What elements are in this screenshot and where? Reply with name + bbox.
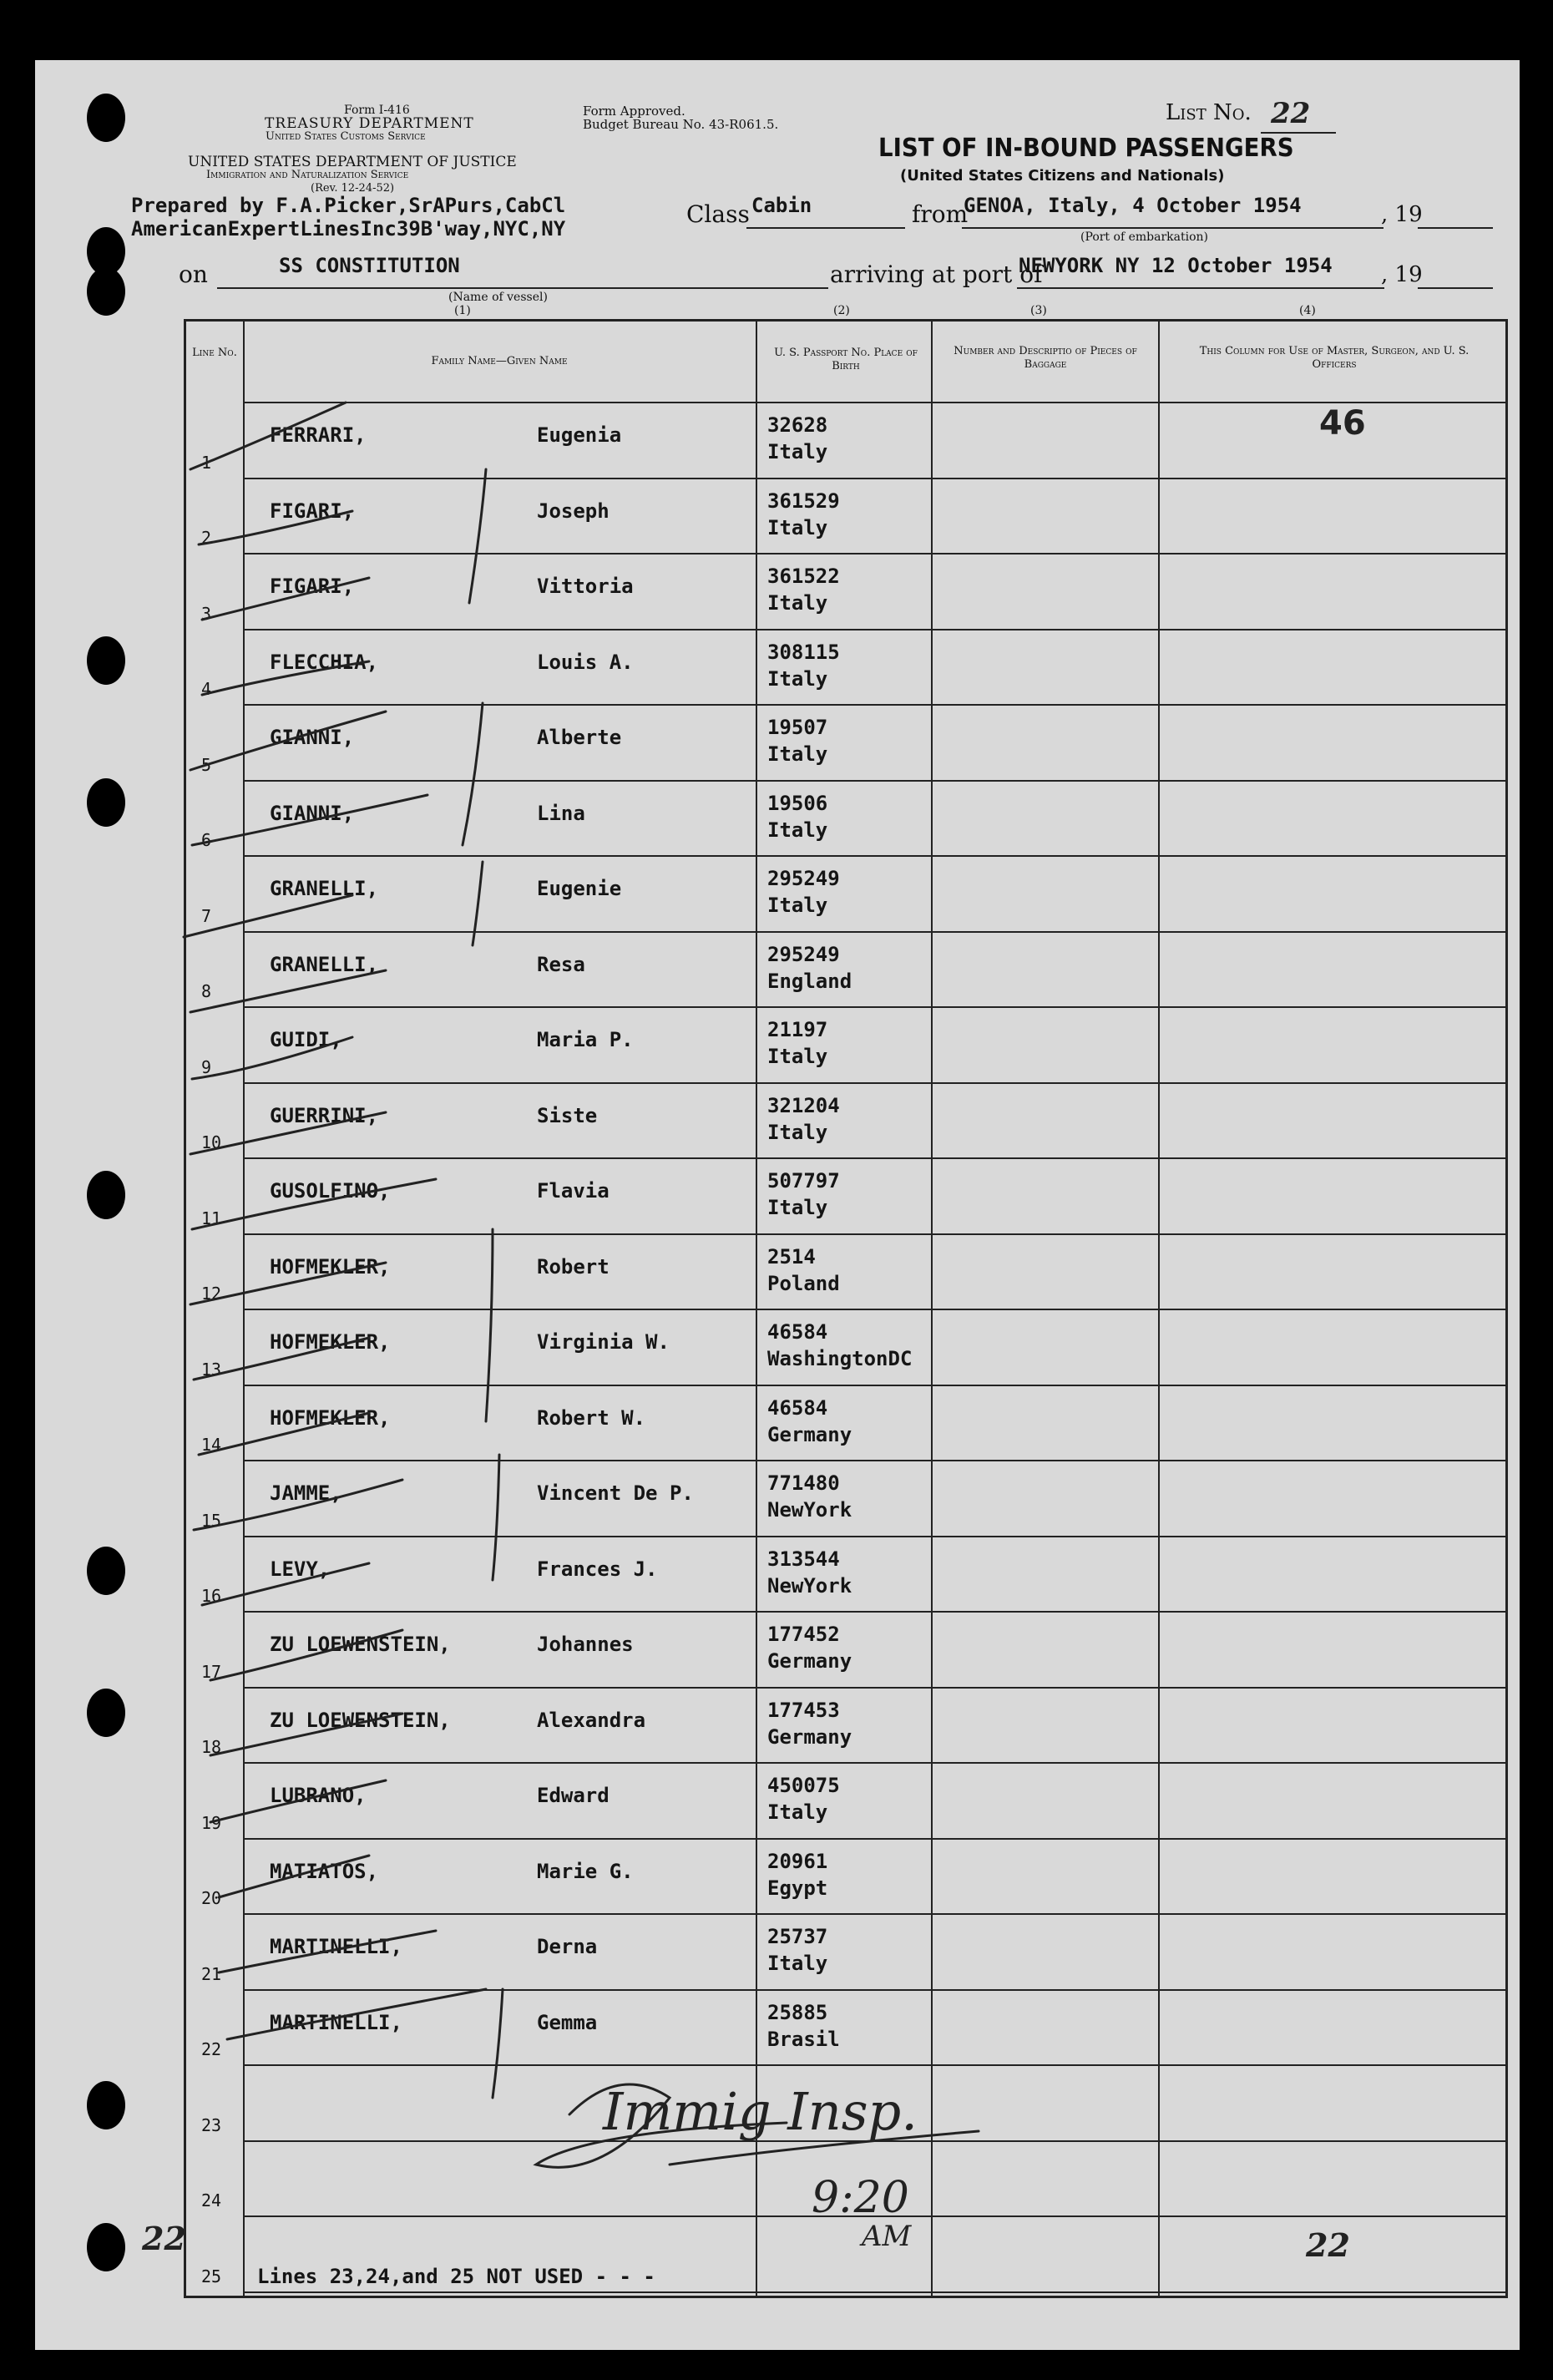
passport-number: 361522 xyxy=(767,565,840,588)
line-number: 6 xyxy=(201,830,212,850)
passport-number: 308115 xyxy=(767,640,840,664)
header-name: Family Name—Given Name xyxy=(431,355,568,367)
line-number: 5 xyxy=(201,754,212,775)
immigration-service: Immigration and Naturalization Service xyxy=(206,169,409,181)
place-of-birth: England xyxy=(767,969,852,993)
passport-number: 32628 xyxy=(767,413,828,437)
form-number: Form I-416 xyxy=(344,104,410,117)
line-number: 7 xyxy=(201,905,212,926)
header-officers: This Column for Use of Master, Surgeon, and U. S. Officers xyxy=(1199,345,1470,371)
place-of-birth: Italy xyxy=(767,894,828,917)
family-name: LUBRANO, xyxy=(270,1784,367,1807)
check-mark xyxy=(199,511,352,544)
family-name: ZU LOEWENSTEIN, xyxy=(270,1708,451,1732)
line-number: 17 xyxy=(201,1661,222,1682)
from-label: from xyxy=(912,200,969,228)
column-number: (1) xyxy=(454,304,471,317)
given-name: Lina xyxy=(537,801,585,825)
passport-number: 21197 xyxy=(767,1018,828,1041)
list-title: LIST OF IN-BOUND PASSENGERS xyxy=(878,134,1294,163)
check-mark xyxy=(210,1714,402,1755)
customs-service: United States Customs Service xyxy=(266,130,426,143)
check-mark xyxy=(219,1931,436,1972)
given-name: Eugenia xyxy=(537,423,622,447)
given-name: Louis A. xyxy=(537,650,634,674)
inspection-time: 9:20 xyxy=(812,2173,909,2223)
passport-number: 321204 xyxy=(767,1093,840,1117)
form-approved: Form Approved. xyxy=(583,104,685,119)
passport-number: 177452 xyxy=(767,1623,840,1646)
signature-flourish xyxy=(670,2131,979,2165)
given-name: Gemma xyxy=(537,2010,598,2034)
given-name: Alberte xyxy=(537,726,622,749)
passport-number: 507797 xyxy=(767,1169,840,1193)
passport-number: 313544 xyxy=(767,1547,840,1571)
place-of-birth: Italy xyxy=(767,440,828,463)
place-of-birth: Brasil xyxy=(767,2027,840,2051)
list-subtitle: (United States Citizens and Nationals) xyxy=(900,167,1225,185)
document-page xyxy=(35,60,1520,2350)
year-suffix: , 19 xyxy=(1381,262,1423,287)
place-of-birth: WashingtonDC xyxy=(767,1347,913,1370)
line-number: 11 xyxy=(201,1208,222,1228)
passport-number: 295249 xyxy=(767,942,840,966)
on-label: on xyxy=(179,261,208,288)
given-name: Edward xyxy=(537,1784,610,1807)
check-mark xyxy=(210,1780,386,1822)
family-bracket xyxy=(493,1455,499,1580)
passport-number: 19506 xyxy=(767,791,828,815)
line-number: 4 xyxy=(201,679,212,699)
given-name: Johannes xyxy=(537,1633,634,1656)
place-of-birth: Italy xyxy=(767,818,828,842)
inspection-ampm: AM xyxy=(862,2220,912,2253)
class-label: Class xyxy=(686,200,750,228)
given-name: Siste xyxy=(537,1103,598,1127)
passport-number: 20961 xyxy=(767,1849,828,1873)
family-name: HOFMEKLER, xyxy=(270,1405,391,1430)
passport-number: 46584 xyxy=(767,1395,828,1420)
header-passport: U. S. Passport No. Place of Birth xyxy=(774,347,918,372)
family-name: FIGARI, xyxy=(270,499,355,523)
column-number: (4) xyxy=(1299,304,1316,317)
line-number: 3 xyxy=(201,603,212,624)
port-embarkation-caption: (Port of embarkation) xyxy=(1080,230,1208,244)
justice-department: UNITED STATES DEPARTMENT OF JUSTICE xyxy=(188,154,517,170)
family-name: MARTINELLI, xyxy=(270,1935,402,1958)
family-bracket xyxy=(463,703,483,845)
check-mark xyxy=(210,1630,402,1680)
given-name: Frances J. xyxy=(537,1557,658,1581)
check-mark xyxy=(190,711,386,770)
family-name: FLECCHIA, xyxy=(270,650,379,674)
passport-number: 46584 xyxy=(767,1320,828,1344)
revision: (Rev. 12-24-52) xyxy=(311,182,395,195)
given-name: Flavia xyxy=(537,1179,610,1203)
inspector-signature: Immig Insp. xyxy=(603,2081,918,2142)
given-name: Vittoria xyxy=(537,575,634,598)
check-mark xyxy=(192,1179,436,1229)
check-mark xyxy=(194,1338,369,1380)
page-number-right: 22 xyxy=(1306,2226,1350,2264)
given-name: Robert xyxy=(537,1254,610,1279)
check-mark xyxy=(192,795,427,845)
header-baggage: Number and Descriptio of Pieces of Baggage xyxy=(954,345,1137,371)
line-number: 2 xyxy=(201,528,212,548)
place-of-birth: Italy xyxy=(767,1120,828,1144)
line-number: 10 xyxy=(201,1132,222,1152)
place-of-birth: NewYork xyxy=(767,1573,852,1598)
given-name: Eugenie xyxy=(537,877,622,900)
arrival-port-date: NEWYORK NY 12 October 1954 xyxy=(1019,254,1333,277)
family-name: GRANELLI, xyxy=(270,877,379,900)
place-of-birth: Italy xyxy=(767,742,828,766)
family-name: JAMME, xyxy=(270,1481,342,1505)
prepared-by: Prepared by F.A.Picker,SrAPurs,CabCl xyxy=(131,194,566,217)
check-mark xyxy=(190,1112,386,1154)
check-mark xyxy=(199,1413,369,1455)
budget-bureau: Budget Bureau No. 43-R061.5. xyxy=(583,117,779,132)
passport-number: 25737 xyxy=(767,1925,828,1948)
family-name: GUERRINI, xyxy=(270,1103,379,1127)
page-number-left: 22 xyxy=(142,2220,186,2257)
vessel-name: SS CONSTITUTION xyxy=(279,254,460,277)
check-mark xyxy=(184,895,352,937)
family-name: FERRARI, xyxy=(270,423,367,447)
line-number: 23 xyxy=(201,2114,222,2135)
family-name: HOFMEKLER, xyxy=(270,1330,391,1354)
given-name: Marie G. xyxy=(537,1859,634,1883)
check-mark xyxy=(192,1037,352,1079)
passport-number: 361529 xyxy=(767,489,840,513)
given-name: Vincent De P. xyxy=(537,1481,694,1505)
given-name: Alexandra xyxy=(537,1708,646,1732)
line-number: 15 xyxy=(201,1510,222,1531)
family-bracket xyxy=(493,1989,503,2098)
line-number: 20 xyxy=(201,1888,222,1908)
family-bracket xyxy=(486,1229,493,1421)
list-number-label: List No. xyxy=(1166,100,1252,125)
check-mark xyxy=(202,661,369,695)
family-name: MATIATOS, xyxy=(270,1859,379,1883)
given-name: Maria P. xyxy=(537,1028,634,1051)
treasury-department: TREASURY DEPARTMENT xyxy=(265,115,474,132)
place-of-birth: Italy xyxy=(767,515,828,539)
line-number: 1 xyxy=(201,452,212,473)
family-bracket xyxy=(469,469,486,603)
place-of-birth: Poland xyxy=(767,1271,840,1295)
passenger-count: 46 xyxy=(1319,404,1366,443)
check-mark xyxy=(219,1856,369,1897)
family-name: MARTINELLI, xyxy=(270,2010,402,2034)
check-mark xyxy=(194,1480,402,1530)
check-mark xyxy=(190,970,386,1012)
place-of-birth: Italy xyxy=(767,1196,828,1219)
header-line-no: Line No. xyxy=(192,347,237,359)
line-number: 12 xyxy=(201,1284,222,1304)
given-name: Derna xyxy=(537,1935,598,1958)
place-of-birth: Germany xyxy=(767,1724,852,1749)
family-name: GIANNI, xyxy=(270,801,355,825)
line-number: 22 xyxy=(201,2039,222,2059)
passport-number: 771480 xyxy=(767,1471,840,1495)
line-number: 24 xyxy=(201,2190,222,2210)
family-name: HOFMEKLER, xyxy=(270,1254,391,1279)
passport-number: 19507 xyxy=(767,716,828,739)
passport-number: 2514 xyxy=(767,1244,816,1268)
passport-number: 450075 xyxy=(767,1774,840,1797)
check-mark xyxy=(190,1263,386,1304)
family-name: LEVY, xyxy=(270,1557,331,1581)
place-of-birth: Germany xyxy=(767,1649,852,1673)
place-of-birth: Egypt xyxy=(767,1876,828,1900)
line-number: 8 xyxy=(201,981,212,1001)
given-name: Joseph xyxy=(537,499,610,523)
line-number: 19 xyxy=(201,1812,222,1833)
line-number: 13 xyxy=(201,1359,222,1380)
check-mark xyxy=(202,1563,369,1605)
given-name: Virginia W. xyxy=(537,1330,670,1354)
vessel-caption: (Name of vessel) xyxy=(448,291,548,304)
column-number: (3) xyxy=(1030,304,1047,317)
line-number: 25 xyxy=(201,2266,222,2286)
line-number: 14 xyxy=(201,1435,222,1455)
check-mark xyxy=(202,578,369,620)
prepared-by-company: AmericanExpertLinesInc39B'way,NYC,NY xyxy=(131,217,566,241)
family-name: GUSOLFINO, xyxy=(270,1179,391,1203)
column-number: (2) xyxy=(833,304,850,317)
given-name: Resa xyxy=(537,952,585,976)
family-name: ZU LOEWENSTEIN, xyxy=(270,1633,451,1656)
family-name: FIGARI, xyxy=(270,575,355,598)
place-of-birth: Germany xyxy=(767,1422,852,1446)
family-name: GIANNI, xyxy=(270,726,355,749)
class-value: Cabin xyxy=(751,194,812,217)
family-bracket xyxy=(473,862,483,945)
port-of-embarkation: GENOA, Italy, 4 October 1954 xyxy=(964,194,1302,217)
arriving-label: arriving at port of xyxy=(830,261,1043,288)
place-of-birth: Italy xyxy=(767,1952,828,1975)
given-name: Robert W. xyxy=(537,1405,646,1430)
line-number: 21 xyxy=(201,1963,222,1984)
line-number: 18 xyxy=(201,1737,222,1757)
check-mark xyxy=(190,403,346,469)
list-number: 22 xyxy=(1271,97,1311,130)
handwritten-marks xyxy=(35,60,1520,2350)
family-name: GRANELLI, xyxy=(270,952,379,976)
passport-number: 295249 xyxy=(767,867,840,890)
passport-number: 25885 xyxy=(767,2000,828,2024)
family-name: GUIDI, xyxy=(270,1028,342,1051)
place-of-birth: Italy xyxy=(767,1045,828,1068)
unused-lines-note: Lines 23,24,and 25 NOT USED - - - xyxy=(257,2265,655,2288)
check-mark xyxy=(227,1989,486,2039)
line-number: 9 xyxy=(201,1056,212,1077)
place-of-birth: Italy xyxy=(767,1800,828,1824)
year-suffix: , 19 xyxy=(1381,202,1423,227)
passport-number: 177453 xyxy=(767,1698,840,1722)
place-of-birth: NewYork xyxy=(767,1498,852,1522)
place-of-birth: Italy xyxy=(767,666,828,691)
place-of-birth: Italy xyxy=(767,591,828,615)
line-number: 16 xyxy=(201,1586,222,1606)
